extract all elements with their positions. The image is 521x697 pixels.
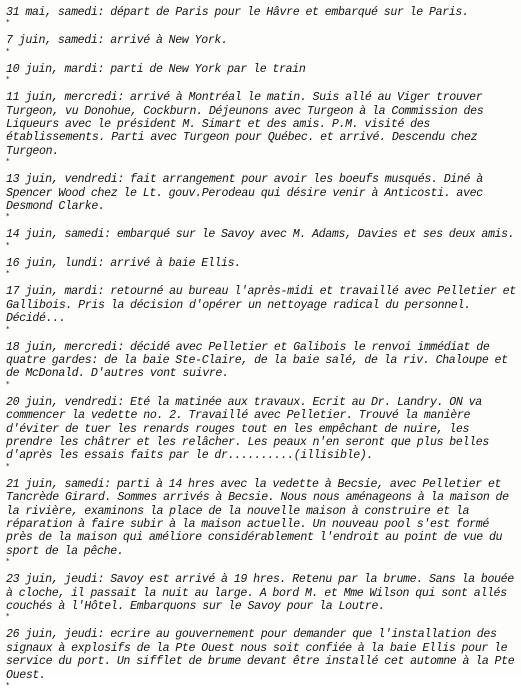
diary-entry xyxy=(6,341,517,396)
entry-text: 10 juin, mardi: parti de New York par le train xyxy=(6,62,306,76)
entry-marker: * xyxy=(6,681,10,690)
entry-marker: * xyxy=(6,612,10,621)
diary-entry xyxy=(6,173,517,228)
entry-text: 14 juin, samedi: embarqué sur le Savoy avec M. Adams, Davies et ses deux amis. xyxy=(6,228,515,242)
diary-entry xyxy=(6,91,517,173)
entry-marker: * xyxy=(6,379,10,388)
entry-text: 17 juin, mardi: retourné au bureau l'après-midi et travaillé avec Pelletier et Gallibois. Pris la décision d'opérer un nettoyage radical du personnel. Décidé... xyxy=(6,285,516,326)
entry-marker: * xyxy=(6,324,10,333)
entry-text: 26 juin, jeudi: ecrire au gouvernement pour demander que l'installation des signaux à explosifs de la Pte Ouest nous soit confiée à la baie Ellis pour le service du port. Un sifflet de brume devant être installé cet automne à la Pte Ouest. xyxy=(6,628,515,682)
entry-text: 7 juin, samedi: arrivé à New York. xyxy=(6,34,228,48)
entry-text: 16 juin, lundi: arrivé à baie Ellis. xyxy=(6,256,241,270)
diary-entry xyxy=(6,257,517,285)
entry-text: 18 juin, mercredi: décidé avec Pelletier et Galibois le renvoi immédiat de quatre gardes: de la baie Ste-Claire, de la baie salé, de la riv. Chaloupe et de McDonald. D'autres vont suivre. xyxy=(6,340,508,381)
diary-entry xyxy=(6,478,517,573)
diary-entry xyxy=(6,396,517,478)
entry-marker: * xyxy=(6,461,10,470)
entry-text: 11 juin, mercredi: arrivé à Montréal le matin. Suis allé au Viger trouver Turgeon, vu Donohue, Cockburn. Déjeunons avec Turgeon à la Commission des Liqueurs avec le président M. Simart et des amis. P.M. visité des établissements. Parti avec Turgeon pour Québec. et arrivé. Descendu chez Turgeon. xyxy=(6,91,484,158)
entry-marker: * xyxy=(6,240,10,249)
diary-entry xyxy=(6,573,517,628)
entry-marker: * xyxy=(6,18,10,27)
entry-text: 31 mai, samedi: départ de Paris pour le Hâvre et embarqué sur le Paris. xyxy=(6,6,469,19)
diary-entry xyxy=(6,628,517,697)
entry-text: 23 juin, jeudi: Savoy est arrivé à 19 hres. Retenu par la brume. Sans la bouée à cloche, il passait la nuit au large. A bord M. et Mme Wilson qui sont allés couchés à l'Hôtel. Embarquons sur le Savoy pour la Loutre. xyxy=(6,573,514,613)
diary-entry xyxy=(6,34,517,62)
entry-marker: * xyxy=(6,557,10,566)
diary-entry xyxy=(6,6,517,34)
entry-marker: * xyxy=(6,212,10,221)
diary-entry xyxy=(6,285,517,340)
entry-marker: * xyxy=(6,75,10,84)
diary-entry xyxy=(6,228,517,256)
entry-text: 21 juin, samedi: parti à 14 hres avec la vedette à Becsie, avec Pelletier et Tancrède Girard. Sommes arrivés à Becsie. Nous nous aménageons à la maison de la rivière, examinons la place de la nouvelle maison à construire et la réparation à faire subir à la maison actuelle. Un nouveau pool s'est formé près de la maison qui améliore considérablement l'endroit au point de vue du sport de la pêche. xyxy=(6,477,509,558)
entry-text: 20 juin, vendredi: Eté la matinée aux travaux. Ecrit au Dr. Landry. ON va commencer la vedette no. 2. Travaillé avec Pelletier. Trouvé la manière d'éviter de tuer les renards rouges tout en les empêchant de nuire, les prendre les châtrer et les relâcher. Les peaux n'en seront que plus belles d'après les essais faits par le dr..........(illisible). xyxy=(6,395,489,463)
entry-marker: * xyxy=(6,46,10,55)
entry-text: 13 juin, vendredi: fait arrangement pour avoir les boeufs musqués. Diné à Spencer Wood chez le Lt. gouv.Perodeau qui désire venir à Anticosti. avec Desmond Clarke. xyxy=(6,173,483,214)
entry-marker: * xyxy=(6,157,10,166)
entry-marker: * xyxy=(6,269,10,278)
diary-entry xyxy=(6,63,517,91)
